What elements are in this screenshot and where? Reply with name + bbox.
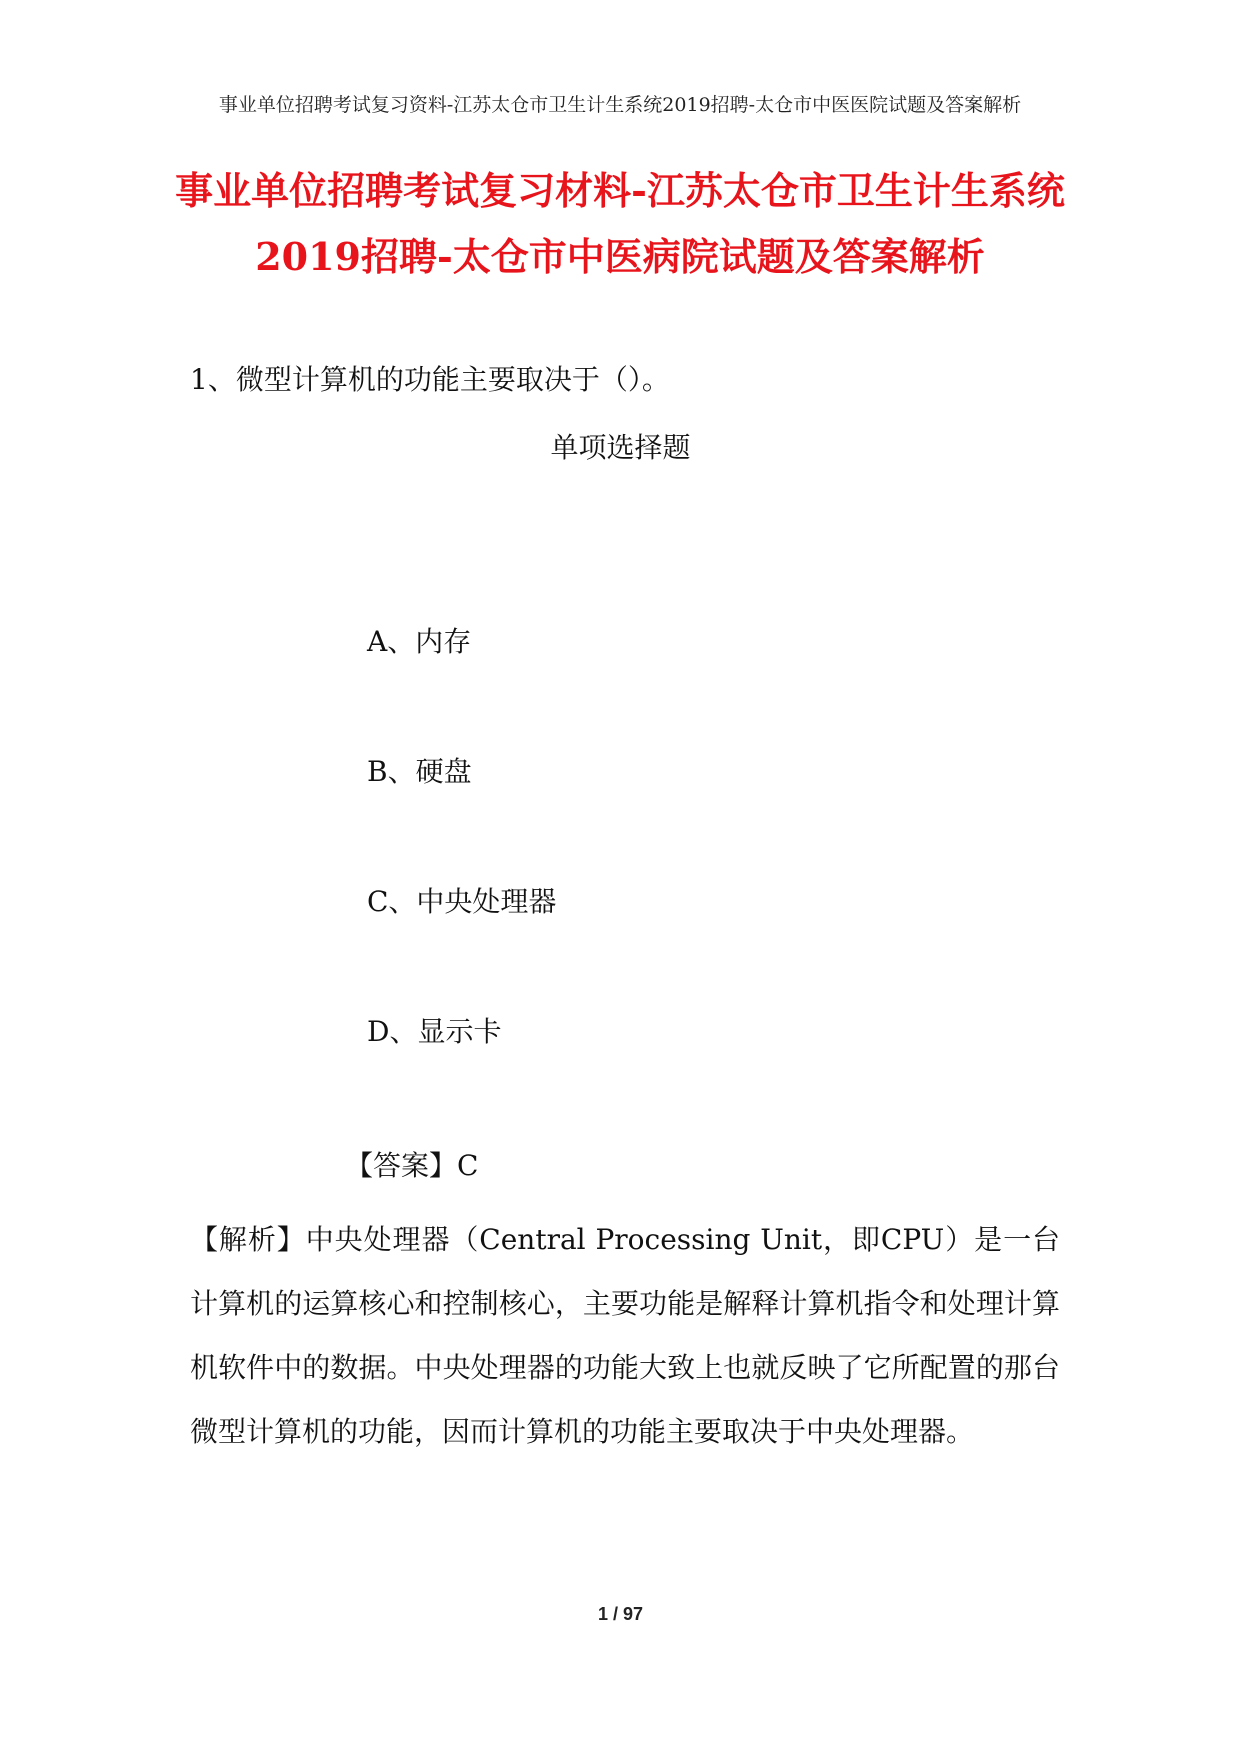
explanation: 【解析】中央处理器（Central Processing Unit，即CPU）是一台计算机的运算核心和控制核心，主要功能是解释计算机指令和处理计算机软件中的数据。中央处理器的功能大致上也就反映了它所配置的那台微型计算机的功能，因而计算机的功能主要取决于中央处理器。 bbox=[190, 1223, 1060, 1448]
running-header: 事业单位招聘考试复习资料-江苏太仓市卫生计生系统2019招聘-太仓市中医医院试题及答案解析 bbox=[218, 94, 1022, 116]
question-type: 单项选择题 bbox=[550, 431, 691, 464]
answer: 【答案】C bbox=[345, 1149, 479, 1182]
question-text: 1、微型计算机的功能主要取决于（）。 bbox=[190, 363, 670, 396]
option-b: B、硬盘 bbox=[367, 755, 472, 788]
option-d: D、显示卡 bbox=[367, 1015, 502, 1048]
page-title: 事业单位招聘考试复习材料-江苏太仓市卫生计生系统2019招聘-太仓市中医病院试题及答案解析 bbox=[175, 168, 1065, 279]
page-number: 1 / 97 bbox=[597, 1604, 644, 1624]
option-a: A、内存 bbox=[367, 625, 472, 658]
option-c: C、中央处理器 bbox=[367, 885, 557, 918]
